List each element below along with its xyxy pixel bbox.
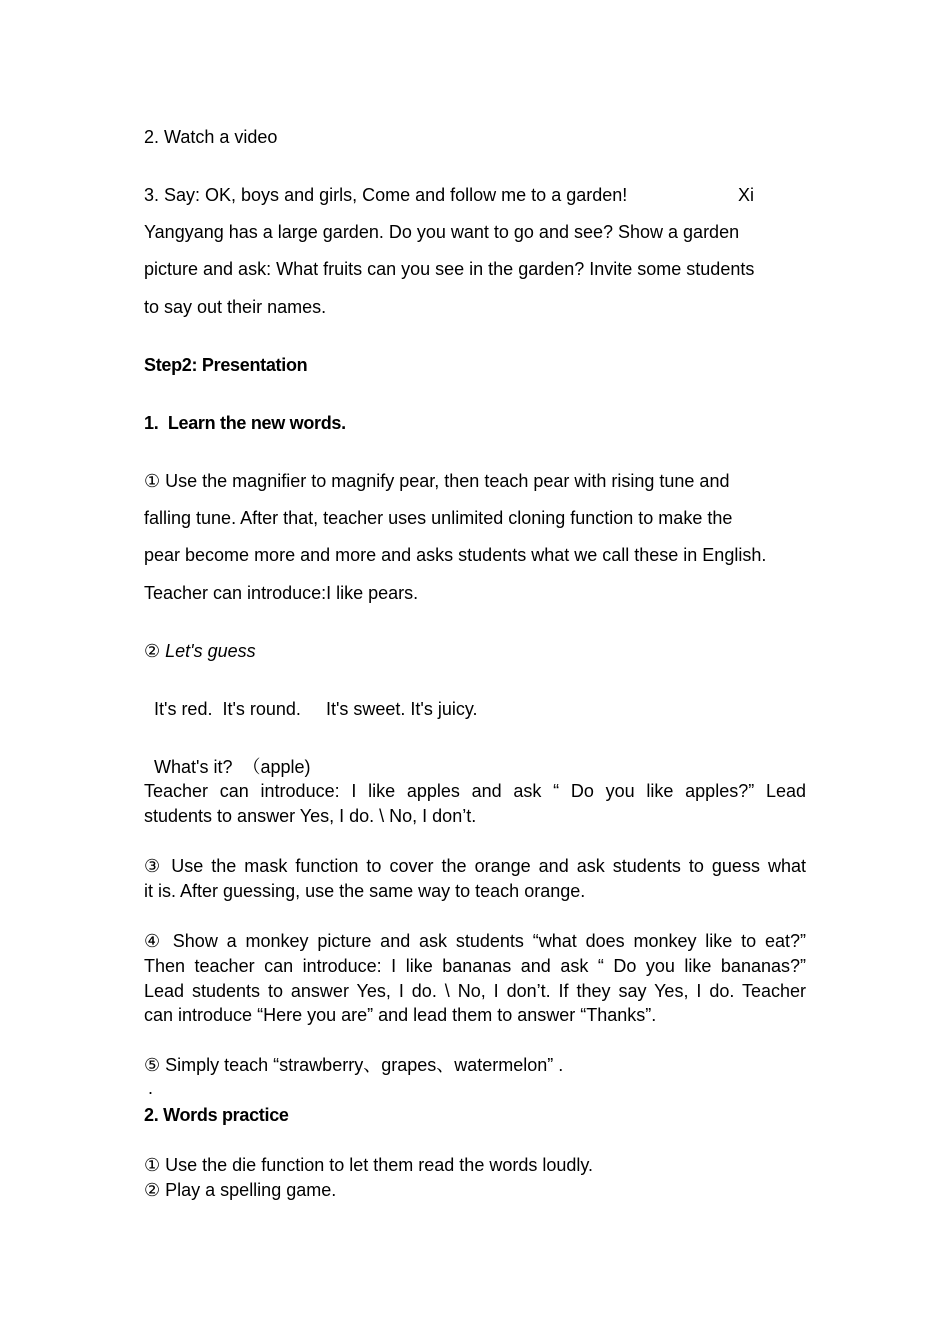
guess-clues: It's red. It's round. It's sweet. It's juicy.	[144, 699, 478, 719]
item-3-line-2: it is. After guessing, use the same way to teach orange.	[144, 881, 586, 901]
subheading-words-practice: 2. Words practice	[144, 1105, 289, 1125]
item-2-title: Let's guess	[165, 641, 256, 661]
item-3-line-1: ③ Use the mask function to cover the orange and ask students to guess what	[144, 856, 806, 876]
item-1-line-2: falling tune. After that, teacher uses unlimited cloning function to make the	[144, 508, 733, 528]
step-say-line-3: picture and ask: What fruits can you see in the garden? Invite some students	[144, 259, 755, 279]
stray-dot: .	[148, 1078, 154, 1098]
step-say-line-2: Yangyang has a large garden. Do you want to go and see? Show a garden	[144, 222, 740, 242]
step-say-xi: Xi	[738, 185, 755, 205]
practice-item-1: ① Use the die function to let them read the words loudly.	[144, 1155, 594, 1175]
apple-intro-line-2: students to answer Yes, I do. \ No, I don’t.	[144, 806, 477, 826]
subheading-learn-words: 1. Learn the new words.	[144, 413, 346, 433]
apple-intro-line-1: Teacher can introduce: I like apples and ask “ Do you like apples?” Lead	[144, 781, 806, 801]
section-heading-presentation: Step2: Presentation	[144, 355, 308, 375]
guess-question: What's it? （apple)	[144, 757, 311, 777]
step-say-line-4: to say out their names.	[144, 297, 327, 317]
item-4-line-4: can introduce “Here you are” and lead them to answer “Thanks”.	[144, 1005, 657, 1025]
item-1-line-1: ① Use the magnifier to magnify pear, then teach pear with rising tune and	[144, 471, 730, 491]
item-4-line-2: Then teacher can introduce: I like bananas and ask “ Do you like bananas?”	[144, 956, 806, 976]
item-1-line-4: Teacher can introduce:I like pears.	[144, 583, 419, 603]
step-say-line-1: 3. Say: OK, boys and girls, Come and follow me to a garden!	[144, 185, 628, 205]
practice-item-2: ② Play a spelling game.	[144, 1180, 337, 1200]
step-watch-video: 2. Watch a video	[144, 127, 278, 147]
item-5-line: ⑤ Simply teach “strawberry、grapes、watermelon” .	[144, 1055, 564, 1075]
item-4-line-3: Lead students to answer Yes, I do. \ No, I don’t. If they say Yes, I do. Teacher	[144, 981, 806, 1001]
item-1-line-3: pear become more and more and asks students what we call these in English.	[144, 545, 767, 565]
item-4-line-1: ④ Show a monkey picture and ask students “what does monkey like to eat?”	[144, 931, 806, 951]
item-2-marker: ②	[144, 641, 166, 661]
item-2-lets-guess	[144, 640, 256, 662]
